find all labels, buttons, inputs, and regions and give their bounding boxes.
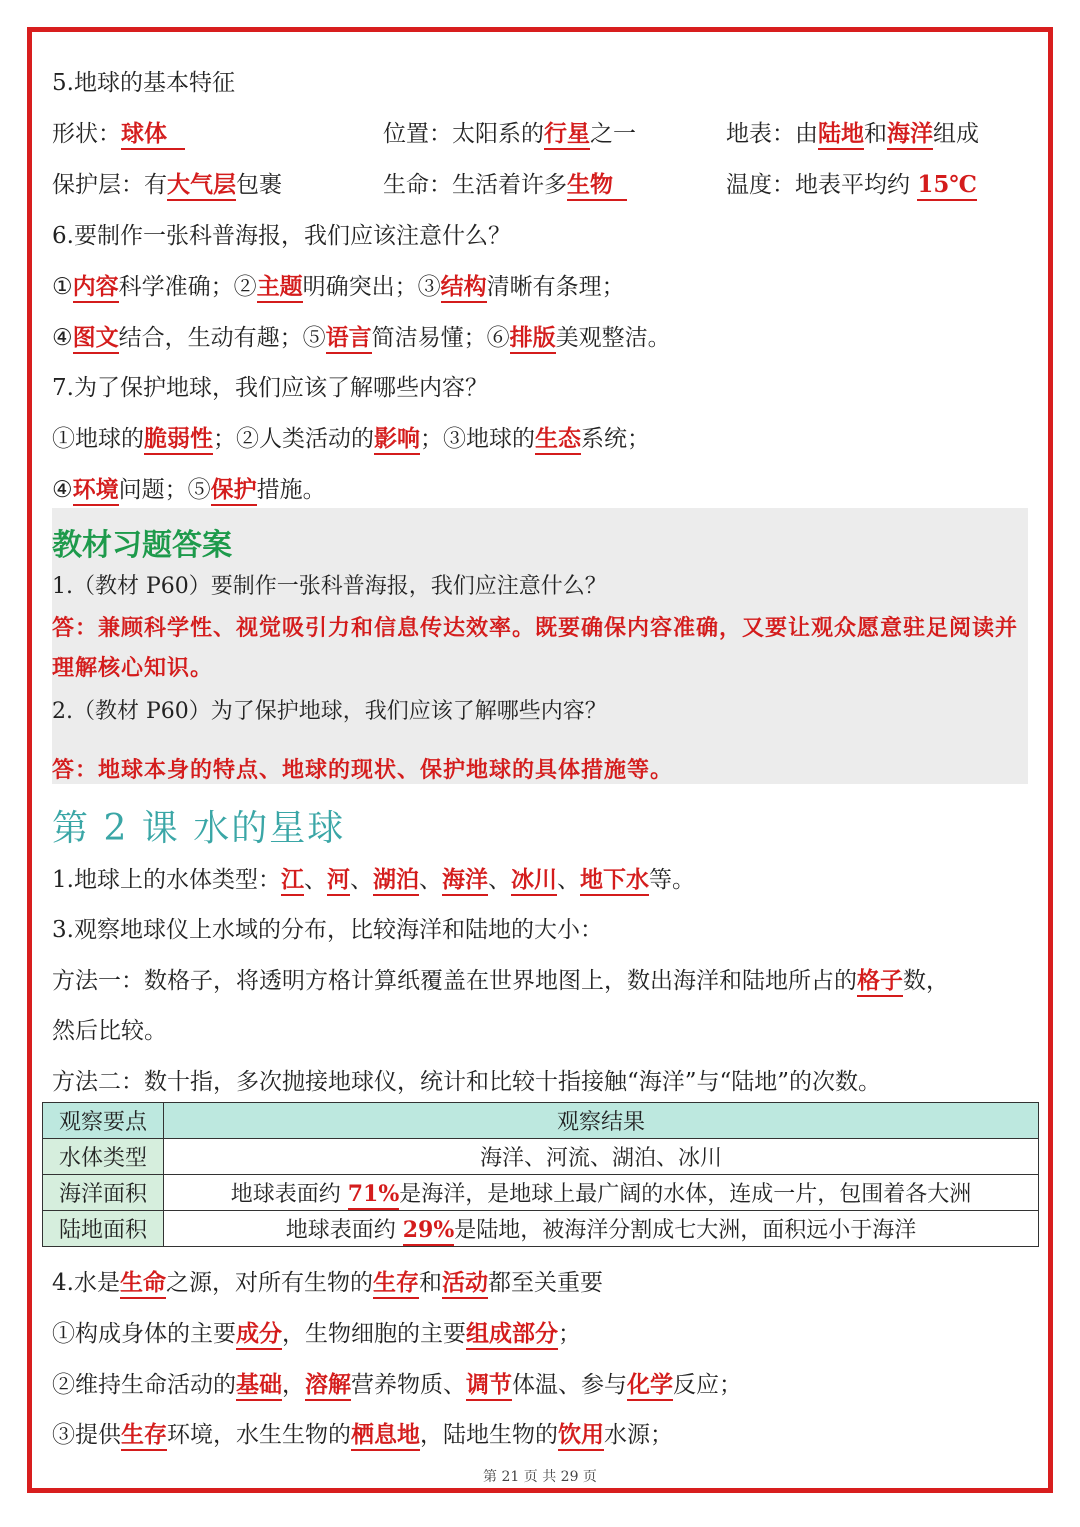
text-segment: 系统；: [581, 426, 650, 452]
text-segment: ，: [282, 1372, 305, 1398]
text-segment: ；③地球的: [420, 426, 535, 452]
protection-answer: 大气层: [167, 171, 236, 201]
exercise-answer-2: 答：地球本身的特点、地球的现状、保护地球的具体措施等。: [52, 757, 674, 783]
table-cell-key: 海洋面积: [43, 1175, 164, 1211]
section-7-line-2: [52, 475, 326, 505]
position-answer: 行星: [544, 120, 590, 150]
answer-keyword: 化学: [627, 1371, 673, 1401]
answer-keyword: 内容: [73, 273, 119, 303]
method-1-line-1: [52, 966, 949, 996]
text-segment: 、: [303, 867, 327, 893]
exercise-answer-1: 答：兼顾科学性、视觉吸引力和信息传达效率。既要确保内容准确，又要让观众愿意驻足阅读并理解核心知识。: [52, 615, 1019, 681]
text-segment: 、: [349, 867, 373, 893]
text-segment: 问题；⑤: [118, 477, 211, 503]
answer-keyword: 生态: [535, 425, 581, 455]
text-segment: ③提供: [52, 1422, 121, 1448]
text-segment: 措施。: [256, 477, 326, 503]
table-cell-value: [164, 1175, 1039, 1211]
answer-keyword: 影响: [374, 425, 420, 455]
text-segment: 环境，水生生物的: [167, 1422, 351, 1448]
text-segment: 是陆地，被海洋分割成七大洲，面积远小于海洋: [454, 1218, 917, 1243]
answer-keyword: 格子: [857, 967, 903, 997]
surface-answer-1: 陆地: [818, 120, 864, 150]
text-segment: ④: [52, 325, 73, 351]
text-segment: ①: [52, 274, 73, 300]
text-segment: ；②人类活动的: [213, 426, 374, 452]
section-6-line-2: [52, 323, 671, 353]
water-point-1: [52, 1319, 581, 1349]
answer-keyword: 河: [327, 866, 350, 896]
shape-line: 形状：球体: [52, 119, 185, 149]
answer-keyword: 生存: [121, 1421, 167, 1451]
answer-keyword: 江: [281, 866, 304, 896]
text-segment: 结合，生动有趣；⑤: [118, 325, 326, 351]
observation-table: [42, 1102, 1039, 1247]
exercise-question-2: 2.（教材 P60）为了保护地球，我们应该了解哪些内容？: [52, 699, 607, 724]
answer-keyword: 生命: [120, 1269, 166, 1299]
page-number: 第 21 页 共 29 页: [483, 1469, 597, 1485]
text-segment: 简洁易懂；⑥: [371, 325, 510, 351]
observation-instruction: 3.观察地球仪上水域的分布，比较海洋和陆地的大小：: [52, 917, 603, 943]
text-segment: 科学准确；②: [118, 274, 257, 300]
answer-keyword: 湖泊: [373, 866, 419, 896]
exercise-heading: 教材习题答案: [52, 528, 232, 563]
text-segment: ，生物细胞的主要: [282, 1321, 466, 1347]
section-5-title: 5.地球的基本特征: [52, 70, 235, 96]
section-7-title: 7.为了保护地球，我们应该了解哪些内容？: [52, 375, 488, 401]
exercise-question-1: 1.（教材 P60）要制作一张科普海报，我们应注意什么？: [52, 574, 607, 599]
text-segment: ②维持生命活动的: [52, 1372, 236, 1398]
section-6-line-1: [52, 272, 625, 302]
text-segment: 地球表面约: [230, 1182, 348, 1207]
text-segment: 4.水是: [52, 1270, 120, 1296]
answer-keyword: 主题: [257, 273, 303, 303]
answer-keyword: 生存: [373, 1269, 419, 1299]
section-6-title: 6.要制作一张科普海报，我们应该注意什么？: [52, 223, 511, 249]
water-body-types: [52, 865, 695, 895]
table-row: [43, 1211, 1039, 1247]
answer-keyword: 图文: [73, 324, 119, 354]
text-segment: 、: [418, 867, 442, 893]
life-line: 生命：生活着许多生物: [383, 170, 627, 200]
answer-keyword: 结构: [441, 273, 487, 303]
text-segment: ①构成身体的主要: [52, 1321, 236, 1347]
text-segment: 之源，对所有生物的: [165, 1270, 373, 1296]
surface-answer-2: 海洋: [887, 120, 933, 150]
water-point-3: [52, 1420, 673, 1450]
table-header-key: 观察要点: [43, 1103, 164, 1139]
text-segment: 地球表面约: [285, 1218, 403, 1243]
method-1-line-2: 然后比较。: [52, 1018, 167, 1044]
answer-keyword: 饮用: [558, 1421, 604, 1451]
table-header-row: [43, 1103, 1039, 1139]
text-segment: ，陆地生物的: [420, 1422, 558, 1448]
water-point-2: [52, 1370, 742, 1400]
text-segment: 数，: [903, 968, 949, 994]
answer-keyword: 调节: [466, 1371, 512, 1401]
answer-keyword: 排版: [510, 324, 556, 354]
answer-keyword: 组成部分: [466, 1320, 558, 1350]
text-segment: 方法一：数格子，将透明方格计算纸覆盖在世界地图上，数出海洋和陆地所占的: [52, 968, 857, 994]
text-segment: 等。: [648, 867, 695, 893]
answer-keyword: 成分: [236, 1320, 282, 1350]
answer-keyword: 海洋: [442, 866, 488, 896]
text-segment: 、: [556, 867, 580, 893]
answer-keyword: 脆弱性: [144, 425, 213, 455]
text-segment: 体温、参与: [512, 1372, 627, 1398]
table-header-value: 观察结果: [164, 1103, 1039, 1139]
text-segment: 营养物质、: [351, 1372, 466, 1398]
text-segment: 和: [418, 1270, 442, 1296]
table-row: [43, 1139, 1039, 1175]
text-segment: 明确突出；③: [302, 274, 441, 300]
answer-keyword: 保护: [211, 476, 257, 506]
answer-keyword: 基础: [236, 1371, 282, 1401]
table-row: [43, 1175, 1039, 1211]
section-7-line-1: [52, 424, 650, 454]
life-answer: 生物: [567, 171, 627, 201]
temperature-line: 温度：地表平均约 15℃: [726, 170, 977, 200]
answer-keyword: 溶解: [305, 1371, 351, 1401]
answer-keyword: 71%: [348, 1181, 400, 1210]
text-segment: 清晰有条理；: [486, 274, 625, 300]
text-segment: 是海洋，是地球上最广阔的水体，连成一片，包围着各大洲: [399, 1182, 972, 1207]
table-cell-value: 海洋、河流、湖泊、冰川: [164, 1139, 1039, 1175]
water-importance: [52, 1268, 603, 1298]
text-segment: 1.地球上的水体类型：: [52, 867, 281, 893]
text-segment: 反应；: [673, 1372, 742, 1398]
text-segment: 美观整洁。: [555, 325, 671, 351]
answer-keyword: 环境: [73, 476, 119, 506]
answer-keyword: 语言: [326, 324, 372, 354]
text-segment: ①地球的: [52, 426, 144, 452]
protection-line: 保护层：有大气层包裹: [52, 170, 282, 200]
answer-keyword: 地下水: [580, 866, 649, 896]
surface-line: 地表：由陆地和海洋组成: [726, 119, 979, 149]
position-line: 位置：太阳系的行星之一: [383, 119, 636, 149]
answer-keyword: 活动: [442, 1269, 488, 1299]
text-segment: ④: [52, 477, 73, 503]
table-cell-key: 陆地面积: [43, 1211, 164, 1247]
table-cell-key: 水体类型: [43, 1139, 164, 1175]
answer-keyword: 29%: [403, 1217, 455, 1246]
text-segment: 、: [487, 867, 511, 893]
text-segment: 都至关重要: [487, 1270, 603, 1296]
lesson-2-title: 第 2 课 水的星球: [52, 808, 346, 849]
method-2: 方法二：数十指，多次抛接地球仪，统计和比较十指接触“海洋”与“陆地”的次数。: [52, 1069, 882, 1095]
text-segment: 水源；: [604, 1422, 673, 1448]
table-cell-value: [164, 1211, 1039, 1247]
temperature-answer: 15℃: [917, 171, 977, 201]
text-segment: ；: [558, 1321, 581, 1347]
answer-keyword: 冰川: [511, 866, 557, 896]
shape-answer: 球体: [121, 120, 185, 150]
answer-keyword: 栖息地: [351, 1421, 420, 1451]
